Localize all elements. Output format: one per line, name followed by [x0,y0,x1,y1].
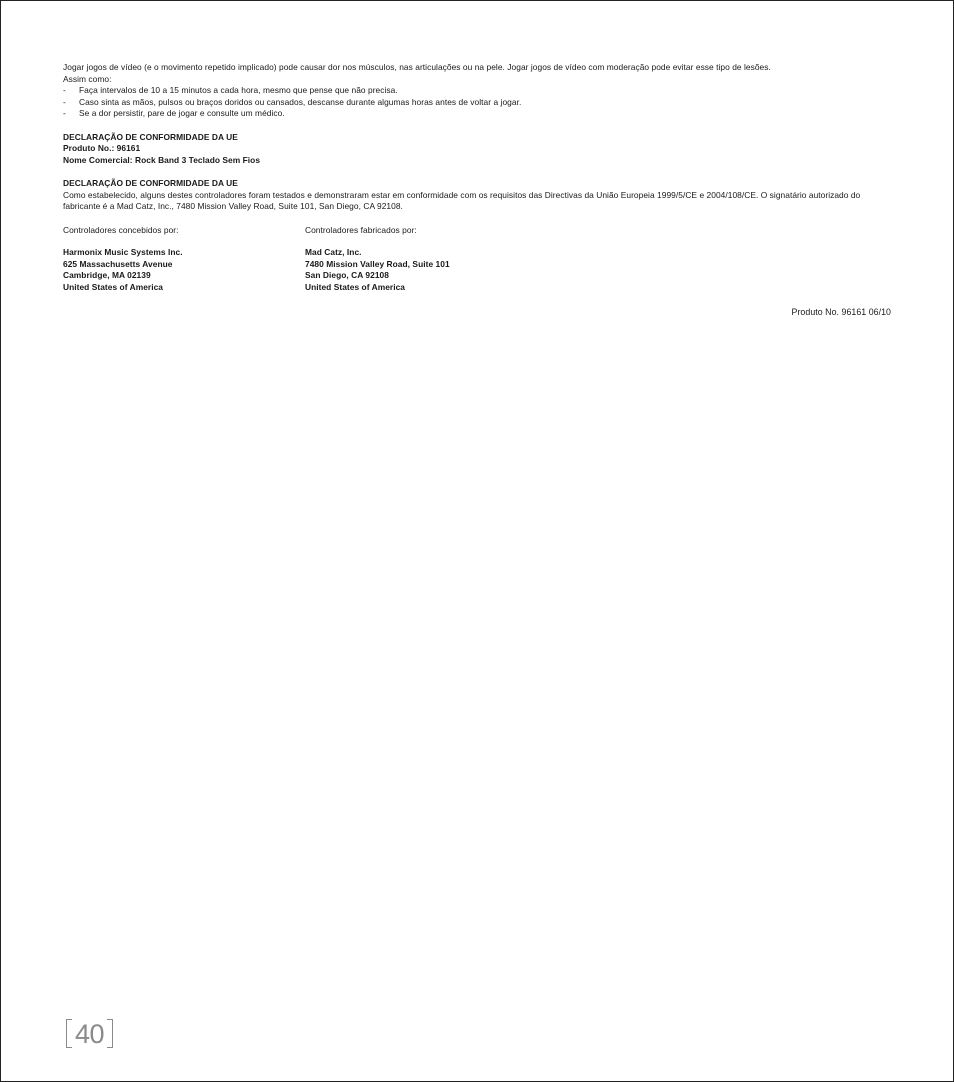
bracket-right-icon [107,1019,113,1048]
bullet-dash: - [63,108,66,118]
address-line: United States of America [63,281,164,292]
address-line: Mad Catz, Inc. [305,247,362,257]
list-item [63,108,891,120]
list-item [63,85,891,97]
address-line: United States of America [305,281,406,292]
declaration-body: Como estabelecido, alguns destes controladores foram testados e demonstraram estar em conformidade com os requisitos das Directivas da União Europeia 1999/5/CE e 2004/108/CE. O signatário autorizado do fabricante é a Mad Catz, Inc., 7480 Mission Valley Road, Suite 101, San Diego, CA 92108. [63,189,861,211]
bullet-dash: - [63,85,66,95]
bullet-text: Se a dor persistir, pare de jogar e consulte um médico. [79,108,285,118]
designed-by-block [63,225,305,294]
product-code: Produto No. 96161 06/10 [791,307,891,317]
manufactured-by-label: Controladores fabricados por: [305,224,417,235]
declaration-heading: DECLARAÇÃO DE CONFORMIDADE DA UE [63,131,238,142]
address-line: San Diego, CA 92108 [305,270,389,280]
address-line: 7480 Mission Valley Road, Suite 101 [305,258,450,269]
page-number-value: 40 [75,1018,105,1049]
health-bullet-list [63,85,891,120]
bullet-dash: - [63,96,66,107]
bullet-text: Caso sinta as mãos, pulsos ou braços doridos ou cansados, descanse durante algumas horas antes de voltar a jogar. [79,96,522,107]
trade-name: Nome Comercial: Rock Band 3 Teclado Sem Fios [63,154,261,165]
address-line: Harmonix Music Systems Inc. [63,247,183,257]
health-lead: Assim como: [63,73,112,84]
bullet-text: Faça intervalos de 10 a 15 minutos a cada hora, mesmo que pense que não precisa. [79,85,398,95]
list-item [63,97,891,109]
company-columns [63,225,891,294]
health-intro: Jogar jogos de vídeo (e o movimento repetido implicado) pode causar dor nos músculos, nas articulações ou na pele. Jogar jogos de vídeo com moderação pode evitar esse tipo de lesões. [63,62,771,72]
address-line: 625 Massachusetts Avenue [63,258,173,269]
page-content [63,62,891,319]
address-line: Cambridge, MA 02139 [63,270,151,280]
designed-by-label: Controladores concebidos por: [63,224,179,235]
declaration-heading-2: DECLARAÇÃO DE CONFORMIDADE DA UE [63,178,238,188]
product-number: Produto No.: 96161 [63,143,141,153]
manufactured-by-block [305,225,605,294]
page-number [66,1019,113,1048]
